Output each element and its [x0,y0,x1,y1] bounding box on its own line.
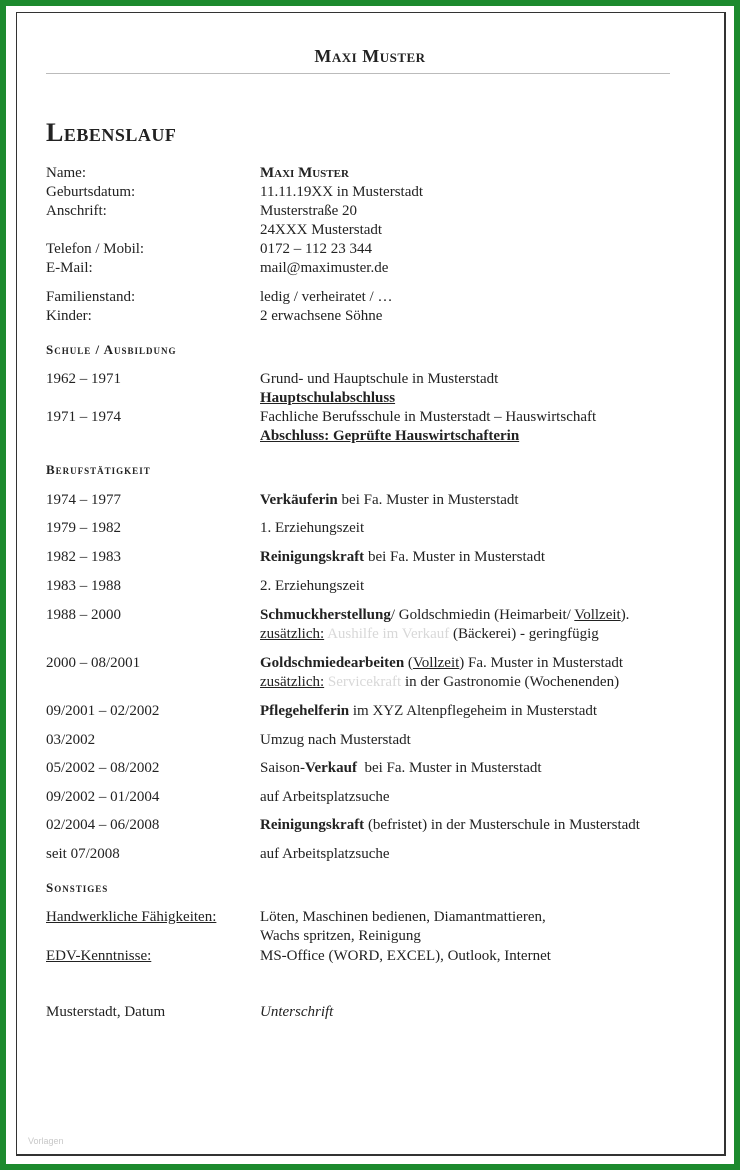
work-extra [260,625,599,644]
work-date: 1979 – 1982 [46,520,121,536]
extra-label: zusätzlich: [260,626,325,642]
work-detail-end: ). [620,607,630,623]
work-date: 09/2001 – 02/2002 [46,703,160,719]
work-text [260,702,597,721]
work-date: 1982 – 1983 [46,549,121,565]
work-text [260,491,519,510]
work-text: auf Arbeitsplatzsuche [260,789,390,805]
work-date: 1988 – 2000 [46,607,121,623]
school-date-1: 1962 – 1971 [46,371,121,387]
value-street: Musterstraße 20 [260,203,358,219]
header-divider [46,73,670,74]
work-date: 2000 – 08/2001 [46,655,141,671]
work-title: Schmuckherstellung [260,607,391,623]
work-detail: (befristet) in der Musterschule in Musterstadt [364,817,640,833]
work-text: auf Arbeitsplatzsuche [260,846,390,862]
work-link-vollzeit: Vollzeit [574,607,621,623]
work-link-vollzeit: Vollzeit [412,655,460,671]
section-heading-school: Schule / Ausbildung [46,342,177,357]
value-phone: 0172 – 112 23 344 [260,241,372,257]
place-date: Musterstadt, Datum [46,1004,166,1020]
work-title: Pflegehelferin [260,703,350,719]
work-title: Goldschmiedearbeiten [260,655,405,671]
work-text [260,606,629,625]
work-title: Reinigungskraft [260,817,365,833]
work-detail: bei Fa. Muster in Musterstadt [356,760,542,776]
school-text-2: Fachliche Berufsschule in Musterstadt – Hauswirtschaft [260,409,597,425]
work-title: Verkauf [305,760,357,776]
page [6,6,734,1164]
extra-detail: (Bäckerei) - geringfügig [453,626,599,642]
value-children: 2 erwachsene Söhne [260,308,383,324]
work-detail: im XYZ Altenpflegeheim in Musterstadt [349,703,598,719]
value-name: Maxi Muster [260,165,349,181]
work-date: 03/2002 [46,732,96,748]
work-text [260,654,623,673]
work-title: Verkäuferin [260,492,338,508]
value-city: 24XXX Musterstadt [260,222,383,238]
signature: Unterschrift [260,1004,334,1020]
work-text [260,548,545,567]
watermark: Vorlagen [28,1136,64,1146]
skills-value-1: Löten, Maschinen bedienen, Diamantmattieren, [260,909,546,925]
work-date: 1983 – 1988 [46,578,121,594]
work-extra [260,673,619,692]
work-text [260,816,640,835]
work-date: seit 07/2008 [46,846,120,862]
work-text [260,759,542,778]
header-name: Maxi Muster [314,46,426,66]
extra-detail: in der Gastronomie (Wochenenden) [404,674,620,690]
value-birth: 11.11.19XX in Musterstadt [260,184,424,200]
value-marital: ledig / verheiratet / … [260,289,393,305]
work-detail: bei Fa. Muster in Musterstadt [337,492,519,508]
label-marital: Familienstand: [46,289,136,305]
section-heading-work: Berufstätigkeit [46,462,151,477]
work-date: 1974 – 1977 [46,492,121,508]
skills-value-2: Wachs spritzen, Reinigung [260,928,421,944]
extra-label: zusätzlich: [260,674,325,690]
work-date: 09/2002 – 01/2004 [46,789,160,805]
skills-label: Handwerkliche Fähigkeiten: [46,909,217,925]
work-text: Umzug nach Musterstadt [260,732,411,748]
work-text: 2. Erziehungszeit [260,578,365,594]
work-date: 05/2002 – 08/2002 [46,760,160,776]
section-heading-misc: Sonstiges [46,880,109,895]
extra-faint: Servicekraft [324,674,405,690]
label-address: Anschrift: [46,203,107,219]
label-children: Kinder: [46,308,92,324]
label-birth: Geburtsdatum: [46,184,136,200]
school-text-1: Grund- und Hauptschule in Musterstadt [260,371,499,387]
label-phone: Telefon / Mobil: [46,241,145,257]
work-detail-end: ) Fa. Muster in Musterstadt [459,655,624,671]
work-prefix: Saison- [260,760,305,776]
work-title: Reinigungskraft [260,549,365,565]
school-degree-2: Abschluss: Geprüfte Hauswirtschafterin [260,428,520,444]
school-degree-1: Hauptschulabschluss [260,390,396,406]
work-date: 02/2004 – 06/2008 [46,817,160,833]
work-text: 1. Erziehungszeit [260,520,365,536]
school-date-2: 1971 – 1974 [46,409,121,425]
edv-label: EDV-Kenntnisse: [46,948,152,964]
extra-faint: Aushilfe im Verkauf [324,626,454,642]
work-detail: / Goldschmiedin (Heimarbeit/ [390,607,575,623]
work-detail: bei Fa. Muster in Musterstadt [364,549,546,565]
work-detail: ( [404,655,413,671]
edv-value: MS-Office (WORD, EXCEL), Outlook, Internet [260,948,551,964]
label-name: Name: [46,165,86,181]
label-email: E-Mail: [46,260,93,276]
value-email: mail@maximuster.de [260,260,389,276]
document-title: Lebenslauf [46,118,177,147]
